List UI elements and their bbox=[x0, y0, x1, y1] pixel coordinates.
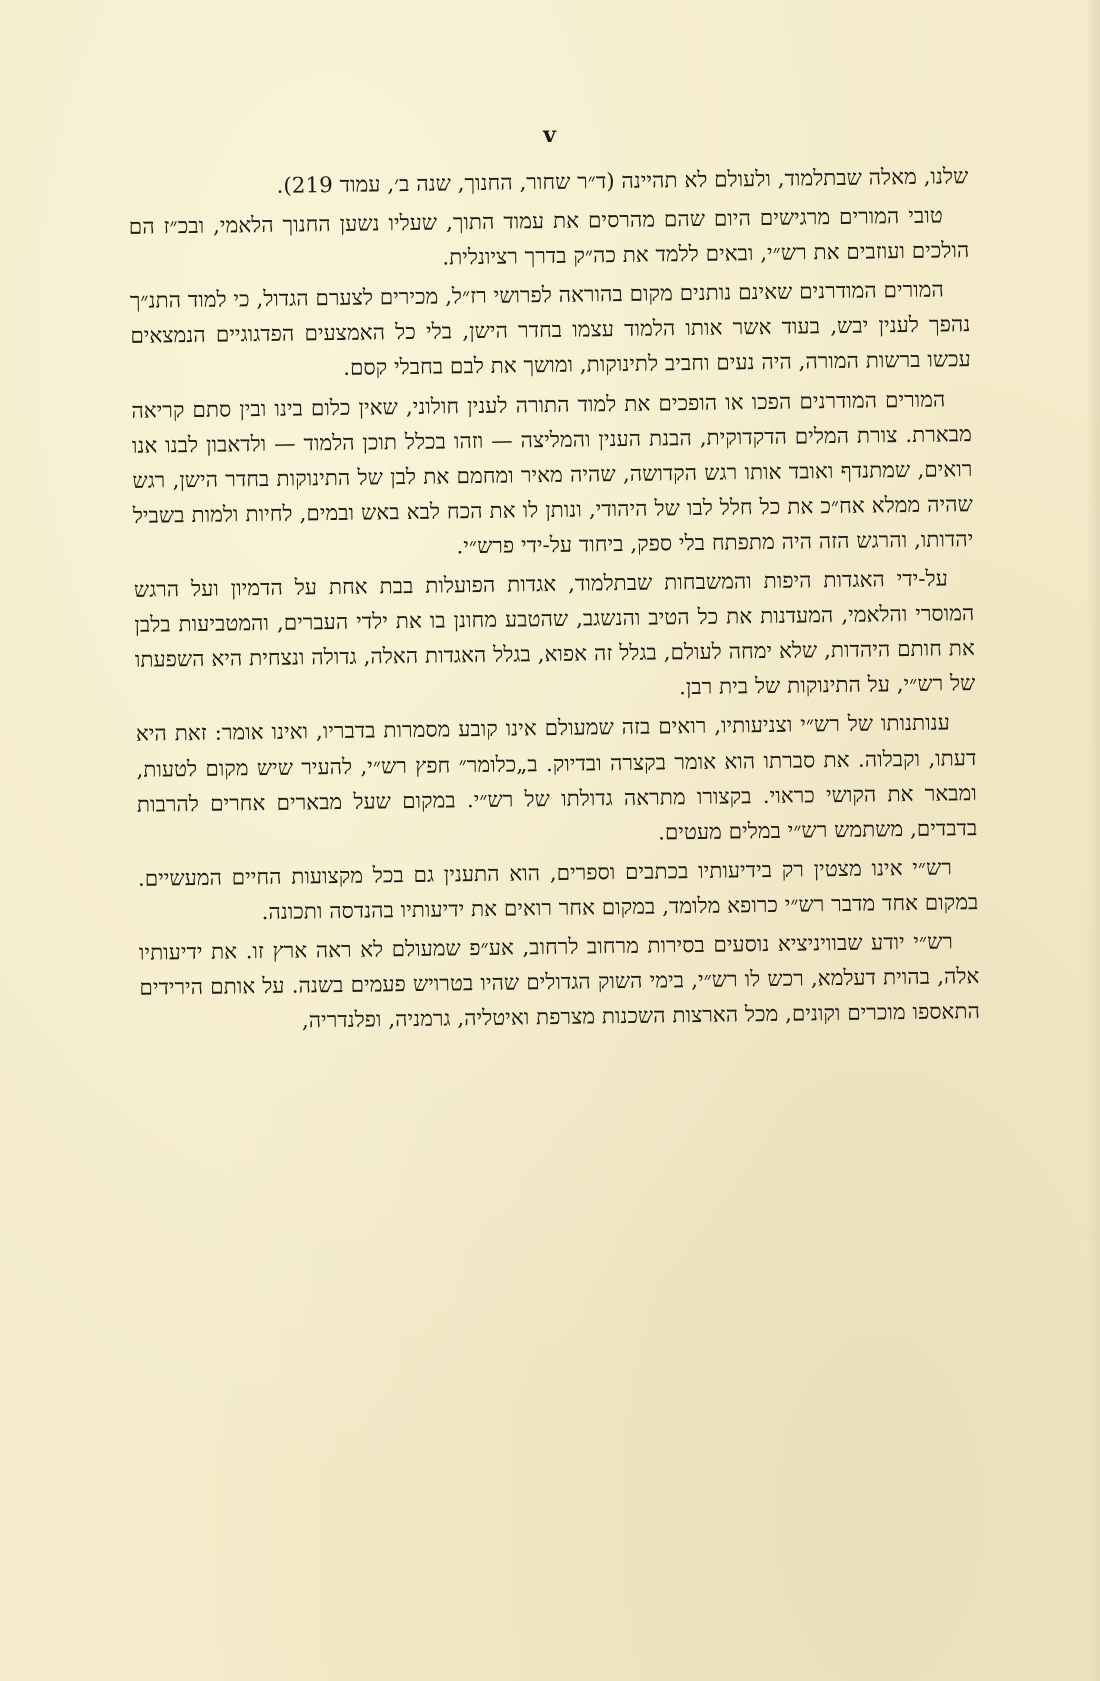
paragraph-1: שלנו, מאלה שבתלמוד, ולעולם לא תהיינה (ד״ר שחור, החנוך, שנה ב׳, עמוד 219). bbox=[276, 164, 969, 199]
paragraph-8: רש״י יודע שבוויניציא נוסעים בסירות מרחוב לרחוב, אע״פ שמעולם לא ראה ארץ זו. את ידיעותיו אלה, בהוית דעלמא, רכש לו רש״י, בימי השוק הגדולים שהיו בטרויש פעמים בשנה. על אותם הירידים התאספו מוכרים וקונים, מכל הארצות השכנות מצרפת ואיטליה, גרמניה, ופלנדריה, bbox=[138, 929, 981, 1034]
paragraph-6: ענותנותו של רש״י וצניעותיו, רואים בזה שמעולם אינו קובע מסמרות בדבריו, ואינו אומר: זאת היא דעתו, וקבלוה. את סברתו הוא אומר בקצרה ובדיוק. ב„כלומר״ חפץ רש״י, להעיר שיש מקום לטעות, ומבאר את הקושי כראוי. בקצורו מתראה גדולתו של רש״י. במקום שעל מבארים אחרים להרבות בדבדים, משתמש רש״י במלים מעטים. bbox=[135, 710, 978, 846]
body-text bbox=[128, 159, 980, 1045]
page-edge bbox=[1086, 0, 1100, 1681]
paragraph-7: רש״י אינו מצטין רק בידיעותיו בכתבים וספרים, הוא התענין גם בכל מקצועות החיים המעשיים. במקום אחד מדבר רש״י כרופא מלומד, במקום אחר רואים את ידיעותיו בהנדסה ותכונה. bbox=[137, 855, 979, 925]
paragraph-2: טובי המורים מרגישים היום שהם מהרסים את עמוד התוך, שעליו נשען החנוך הלאמי, ובכ״ז הם הולכים ועוזבים את רש״י, ובאים ללמד את כה״ק בדרך רציונלית. bbox=[128, 203, 970, 271]
page-number: v bbox=[543, 122, 557, 148]
paragraph-3: המורים המודרנים שאינם נותנים מקום בהוראה לפרושי רז״ל, מכירים לצערם הגדול, כי למוד התנ״ך נהפך לענין יבש, בעוד אשר אותו הלמוד עצמו בחדר הישן, בלי כל האמצעים הפדגוגיים הנמצאים עכשו ברשות המורה, היה נעים וחביב לתינוקות, ומושך את לבם בחבלי קסם. bbox=[129, 277, 971, 382]
paragraph-4: המורים המודרנים הפכו או הופכים את למוד התורה לענין חולוני, שאין כלום בינו ובין סתם קריאה מבארת. צורת המלים הדקדוקית, הבנת הענין והמליצה — וזהו בכלל תוכן הלמוד — ולדאבון לבנו אנו רואים, שמתנדף ואובד אותו רגש הקדושה, שהיה מאיר ומחמם את לבן של התינוקות בחדר הישן, רגש שהיה ממלא אח״כ את כל חלל לבו של היהודי, ונותן לו את הכח לבא באש ובמים, לחיות ולמות בשביל יהדותו, והרגש הזה היה מתפתח בלי ספק, ביחוד על-ידי פרש״י. bbox=[131, 387, 974, 560]
paragraph-5: על-ידי האגדות היפות והמשבחות שבתלמוד, אגדות הפועלות בבת אחת על הדמיון ועל הרגש המוסרי והלאמי, המעדנות את כל הטיב והנשגב, שהטבע מחונן בו את ילדי העברים, והמטביעות בלבן את חותם היהדות, שלא ימחה לעולם, בגלל זה אפוא, בגלל האגדות האלה, גדולה ונצחית היא השפעתו של רש״י, על התינוקות של בית רבן. bbox=[133, 566, 976, 701]
